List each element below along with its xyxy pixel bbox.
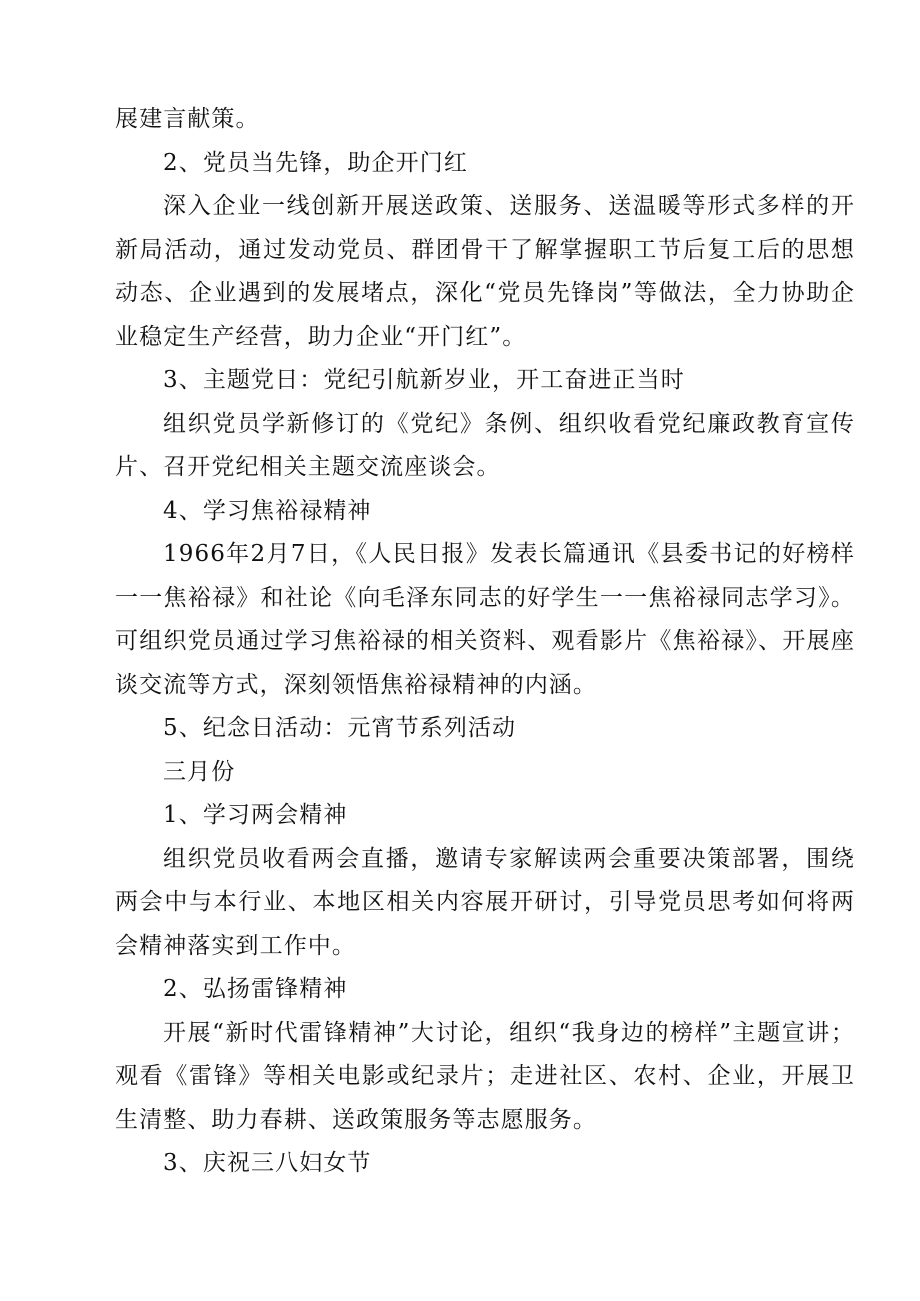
paragraph-two-sessions: 组织党员收看两会直播，邀请专家解读两会重要决策部署，围绕两会中与本行业、本地区相关内容展开研讨，引导党员思考如何将两会精神落实到工作中。 bbox=[115, 845, 855, 959]
paragraph-continuation: 展建言献策。 bbox=[115, 106, 260, 132]
heading-item-2-lei-feng: 2、弘扬雷锋精神 bbox=[163, 976, 348, 1002]
heading-item-2-party-vanguard: 2、党员当先锋，助企开门红 bbox=[163, 149, 468, 176]
heading-item-5-memorial-day: 5、纪念日活动：元宵节系列活动 bbox=[163, 715, 517, 741]
heading-item-1-two-sessions: 1、学习两会精神 bbox=[163, 802, 348, 828]
heading-item-3-theme-party-day: 3、主题党日：党纪引航新岁业，开工奋进正当时 bbox=[163, 367, 685, 393]
heading-item-4-jiao-yulu: 4、学习焦裕禄精神 bbox=[163, 497, 372, 524]
heading-item-3-womens-day: 3、庆祝三八妇女节 bbox=[163, 1150, 372, 1176]
paragraph-lei-feng: 开展“新时代雷锋精神”大讨论，组织“我身边的榜样”主题宣讲；观看《雷锋》等相关电影或纪录片；走进社区、农村、企业，开展卫生清整、助力春耕、送政策服务等志愿服务。 bbox=[115, 1019, 855, 1133]
document-body bbox=[115, 98, 855, 1186]
heading-march: 三月份 bbox=[163, 758, 236, 785]
paragraph-party-discipline: 组织党员学新修订的《党纪》条例、组织收看党纪廉政教育宣传片、召开党纪相关主题交流座谈会。 bbox=[115, 410, 855, 480]
paragraph-jiao-yulu: 1966年2月7日，《人民日报》发表长篇通讯《县委书记的好榜样一一焦裕禄》和社论《向毛泽东同志的好学生一一焦裕禄同志学习》。可组织党员通过学习焦裕禄的相关资料、观看影片《焦裕禄》、开展座谈交流等方式，深刻领悟焦裕禄精神的内涵。 bbox=[115, 541, 855, 698]
paragraph-enterprise-activities: 深入企业一线创新开展送政策、送服务、送温暖等形式多样的开新局活动，通过发动党员、群团骨干了解掌握职工节后复工后的思想动态、企业遇到的发展堵点，深化“党员先锋岗”等做法，全力协助企业稳定生产经营，助力企业“开门红”。 bbox=[115, 193, 855, 350]
